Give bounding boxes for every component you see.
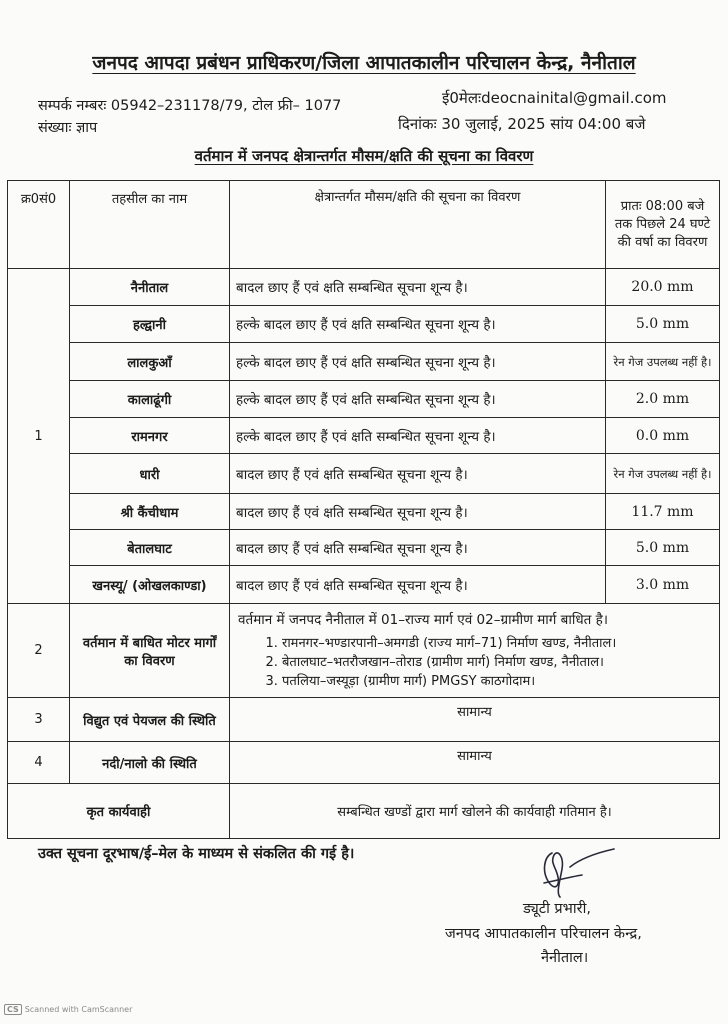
tehsil-rainfall: 20.0 mm — [606, 269, 720, 306]
action-taken-details: सम्बन्धित खण्डों द्वारा मार्ग खोलने की कार्यवाही गतिमान है। — [230, 784, 720, 839]
table-row — [8, 698, 720, 742]
signatory-title: ड्यूटी प्रभारी, — [523, 901, 591, 917]
section-4-number: 4 — [8, 742, 70, 784]
table-row — [8, 604, 720, 698]
scanner-text: Scanned with CamScanner — [24, 1005, 133, 1014]
action-taken-label: कृत कार्यवाही — [8, 784, 230, 839]
table-row — [8, 306, 720, 343]
power-water-status: सामान्य — [230, 698, 720, 742]
table-row — [8, 418, 720, 454]
table-row — [8, 566, 720, 604]
tehsil-details: बादल छाए हैं एवं क्षति सम्बन्धित सूचना शून्य है। — [230, 494, 606, 530]
table-row — [8, 381, 720, 418]
camscanner-logo-icon: CS — [4, 1004, 22, 1015]
tehsil-name: श्री कैंचीधाम — [70, 494, 230, 530]
tehsil-rainfall: 5.0 mm — [606, 530, 720, 566]
tehsil-rainfall: 5.0 mm — [606, 306, 720, 343]
signatory-location: नैनीताल। — [541, 950, 589, 966]
weather-report-table — [7, 180, 720, 839]
list-item: 1. रामनगर–भण्डारपानी–अमगडी (राज्य मार्ग–71) निर्माण खण्ड, नैनीताल। — [282, 634, 711, 653]
scanner-watermark — [4, 1004, 132, 1015]
blocked-roads-label: वर्तमान में बाधित मोटर मार्गों का विवरण — [70, 604, 230, 698]
tehsil-details: बादल छाए हैं एवं क्षति सम्बन्धित सूचना शून्य है। — [230, 530, 606, 566]
blocked-roads-details — [230, 604, 720, 698]
table-row — [8, 742, 720, 784]
tehsil-name: लालकुऑं — [70, 343, 230, 381]
header-details: क्षेत्रान्तर्गत मौसम/क्षति की सूचना का विवरण — [230, 181, 606, 269]
tehsil-details: हल्के बादल छाए हैं एवं क्षति सम्बन्धित सूचना शून्य है। — [230, 343, 606, 381]
report-date: दिनांकः 30 जुलाई, 2025 सांय 04:00 बजे — [398, 115, 646, 133]
tehsil-rainfall: 3.0 mm — [606, 566, 720, 604]
signatory-office: जनपद आपातकालीन परिचालन केन्द्र, — [445, 926, 642, 942]
table-row — [8, 269, 720, 306]
contact-numbers: सम्पर्क नम्बरः 05942–231178/79, टोल फ्री– 1077 — [38, 98, 342, 114]
header-rainfall: प्रातः 08:00 बजे तक पिछले 24 घण्टे की वर्षा का विवरण — [606, 181, 720, 269]
tehsil-details: हल्के बादल छाए हैं एवं क्षति सम्बन्धित सूचना शून्य है। — [230, 381, 606, 418]
table-row — [8, 530, 720, 566]
header-serial-no: क्र0सं0 — [8, 181, 70, 269]
table-row — [8, 343, 720, 381]
tehsil-details: हल्के बादल छाए हैं एवं क्षति सम्बन्धित सूचना शून्य है। — [230, 306, 606, 343]
table-row — [8, 784, 720, 839]
tehsil-rainfall: रेन गेज उपलब्ध नहीं है। — [606, 454, 720, 494]
tehsil-name: नैनीताल — [70, 269, 230, 306]
table-header-row — [8, 181, 720, 269]
tehsil-details: बादल छाए हैं एवं क्षति सम्बन्धित सूचना शून्य है। — [230, 454, 606, 494]
tehsil-name: रामनगर — [70, 418, 230, 454]
tehsil-details: हल्के बादल छाए हैं एवं क्षति सम्बन्धित सूचना शून्य है। — [230, 418, 606, 454]
table-row — [8, 454, 720, 494]
rivers-label: नदी/नालो की स्थिति — [70, 742, 230, 784]
section-3-number: 3 — [8, 698, 70, 742]
tehsil-rainfall: 11.7 mm — [606, 494, 720, 530]
tehsil-name: हल्द्वानी — [70, 306, 230, 343]
section-1-number: 1 — [8, 269, 70, 604]
header-tehsil-name: तहसील का नाम — [70, 181, 230, 269]
email-address: ई0मेलःdeocnainital@gmail.com — [442, 89, 667, 107]
signature-image — [530, 847, 620, 899]
blocked-roads-list — [238, 634, 711, 691]
reference-number: संख्याः ज्ञाप — [38, 120, 98, 136]
tehsil-name: बेतालघाट — [70, 530, 230, 566]
tehsil-name: कालाढूंगी — [70, 381, 230, 418]
document-subtitle: वर्तमान में जनपद क्षेत्रान्तर्गत मौसम/क्षति की सूचना का विवरण — [194, 147, 534, 165]
list-item: 3. पतलिया–जस्यूड़ा (ग्रामीण मार्ग) PMGSY काठगोदाम। — [282, 672, 711, 691]
source-note: उक्त सूचना दूरभाष/ई–मेल के माध्यम से संकलित की गई है। — [38, 846, 355, 862]
document-title: जनपद आपदा प्रबंधन प्राधिकरण/जिला आपातकालीन परिचालन केन्द्र, नैनीताल — [92, 52, 636, 74]
tehsil-rainfall: 0.0 mm — [606, 418, 720, 454]
tehsil-rainfall: 2.0 mm — [606, 381, 720, 418]
list-item: 2. बेतालघाट–भतरौजखान–तोराड (ग्रामीण मार्ग) निर्माण खण्ड, नैनीताल। — [282, 653, 711, 672]
tehsil-rainfall: रेन गेज उपलब्ध नहीं है। — [606, 343, 720, 381]
section-2-number: 2 — [8, 604, 70, 698]
tehsil-details: बादल छाए हैं एवं क्षति सम्बन्धित सूचना शून्य है। — [230, 566, 606, 604]
blocked-roads-intro: वर्तमान में जनपद नैनीताल में 01–राज्य मार्ग एवं 02–ग्रामीण मार्ग बाधित है। — [238, 612, 608, 628]
rivers-status: सामान्य — [230, 742, 720, 784]
tehsil-details: बादल छाए हैं एवं क्षति सम्बन्धित सूचना शून्य है। — [230, 269, 606, 306]
power-water-label: विद्युत एवं पेयजल की स्थिति — [70, 698, 230, 742]
table-row — [8, 494, 720, 530]
tehsil-name: धारी — [70, 454, 230, 494]
tehsil-name: खनस्यू/ (ओखलकाण्डा) — [70, 566, 230, 604]
